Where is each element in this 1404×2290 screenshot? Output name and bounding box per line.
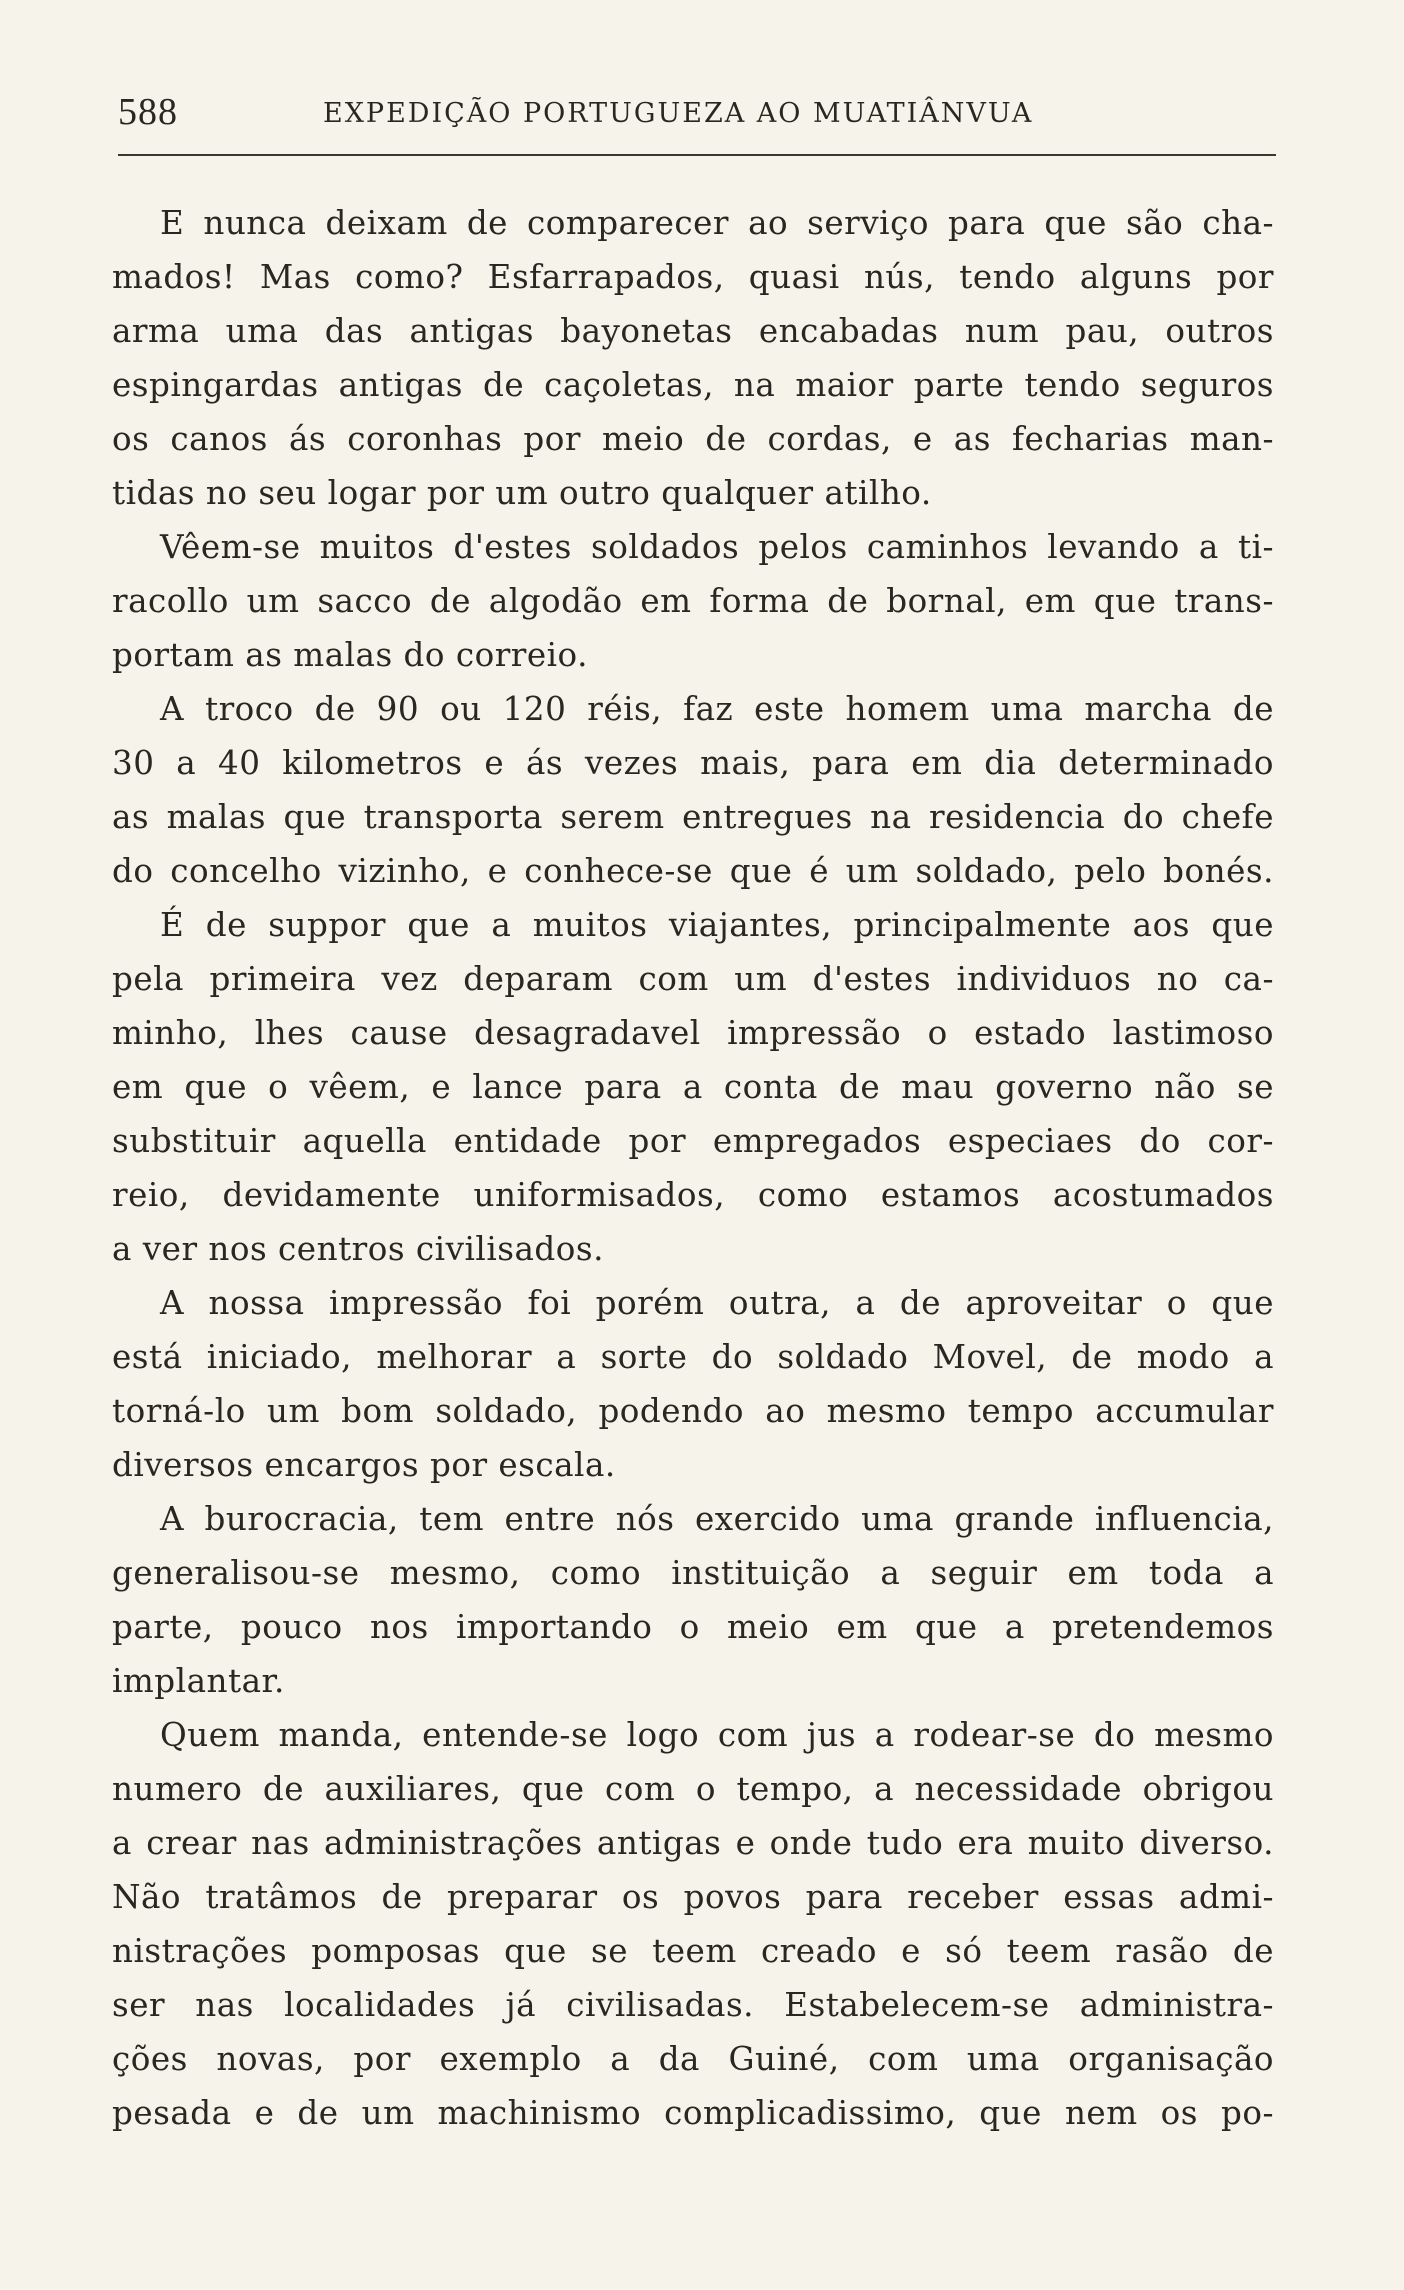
text-line: 30 a 40 kilometros e ás vezes mais, para em dia determinado [112,744,1274,782]
text-line: generalisou-se mesmo, como instituição a seguir em toda a [112,1554,1274,1592]
text-line: ser nas localidades já civilisadas. Estabelecem-se administra- [112,1986,1274,2024]
text-line: parte, pouco nos importando o meio em que a pretendemos [112,1608,1274,1646]
text-line: portam as malas do correio. [112,636,588,674]
text-line: Não tratâmos de preparar os povos para receber essas admi- [112,1878,1274,1916]
text-line: implantar. [112,1662,285,1700]
text-line: torná-lo um bom soldado, podendo ao mesmo tempo accumular [112,1392,1274,1430]
text-line: numero de auxiliares, que com o tempo, a necessidade obrigou [112,1770,1274,1808]
text-line: a ver nos centros civilisados. [112,1230,604,1268]
text-line: ções novas, por exemplo a da Guiné, com uma organisação [112,2040,1274,2078]
text-line: nistrações pomposas que se teem creado e só teem rasão de [112,1932,1274,1970]
text-line: Quem manda, entende-se logo com jus a rodear-se do mesmo [160,1716,1274,1754]
text-line: arma uma das antigas bayonetas encabadas num pau, outros [112,312,1274,350]
text-line: pela primeira vez deparam com um d'estes individuos no ca- [112,960,1274,998]
text-line: A nossa impressão foi porém outra, a de aproveitar o que [160,1284,1274,1322]
text-line: A troco de 90 ou 120 réis, faz este homem uma marcha de [160,690,1274,728]
text-line: a crear nas administrações antigas e onde tudo era muito diverso. [112,1824,1274,1862]
text-line: E nunca deixam de comparecer ao serviço para que são cha- [160,204,1274,242]
text-line: substituir aquella entidade por empregados especiaes do cor- [112,1122,1274,1160]
text-line: diversos encargos por escala. [112,1446,616,1484]
page-header [118,90,1276,140]
text-line: está iniciado, melhorar a sorte do soldado Movel, de modo a [112,1338,1274,1376]
text-line: os canos ás coronhas por meio de cordas, e as fecharias man- [112,420,1274,458]
running-title: EXPEDIÇÃO PORTUGUEZA AO MUATIÂNVUA [323,98,1034,129]
text-line: do concelho vizinho, e conhece-se que é um soldado, pelo bonés. [112,852,1274,890]
text-line: as malas que transporta serem entregues na residencia do chefe [112,798,1274,836]
text-line: minho, lhes cause desagradavel impressão o estado lastimoso [112,1014,1274,1052]
text-line: pesada e de um machinismo complicadissimo, que nem os po- [112,2094,1274,2132]
body-text [112,196,1274,2140]
text-line: racollo um sacco de algodão em forma de bornal, em que trans- [112,582,1274,620]
text-line: mados! Mas como? Esfarrapados, quasi nús, tendo alguns por [112,258,1274,296]
header-rule [118,154,1276,156]
text-line: A burocracia, tem entre nós exercido uma grande influencia, [160,1500,1274,1538]
text-line: É de suppor que a muitos viajantes, principalmente aos que [160,906,1274,944]
text-line: espingardas antigas de caçoletas, na maior parte tendo seguros [112,366,1274,404]
text-line: Vêem-se muitos d'estes soldados pelos caminhos levando a ti- [160,528,1274,566]
page-number: 588 [118,91,178,133]
text-line: tidas no seu logar por um outro qualquer atilho. [112,474,932,512]
text-line: reio, devidamente uniformisados, como estamos acostumados [112,1176,1274,1214]
text-line: em que o vêem, e lance para a conta de mau governo não se [112,1068,1274,1106]
